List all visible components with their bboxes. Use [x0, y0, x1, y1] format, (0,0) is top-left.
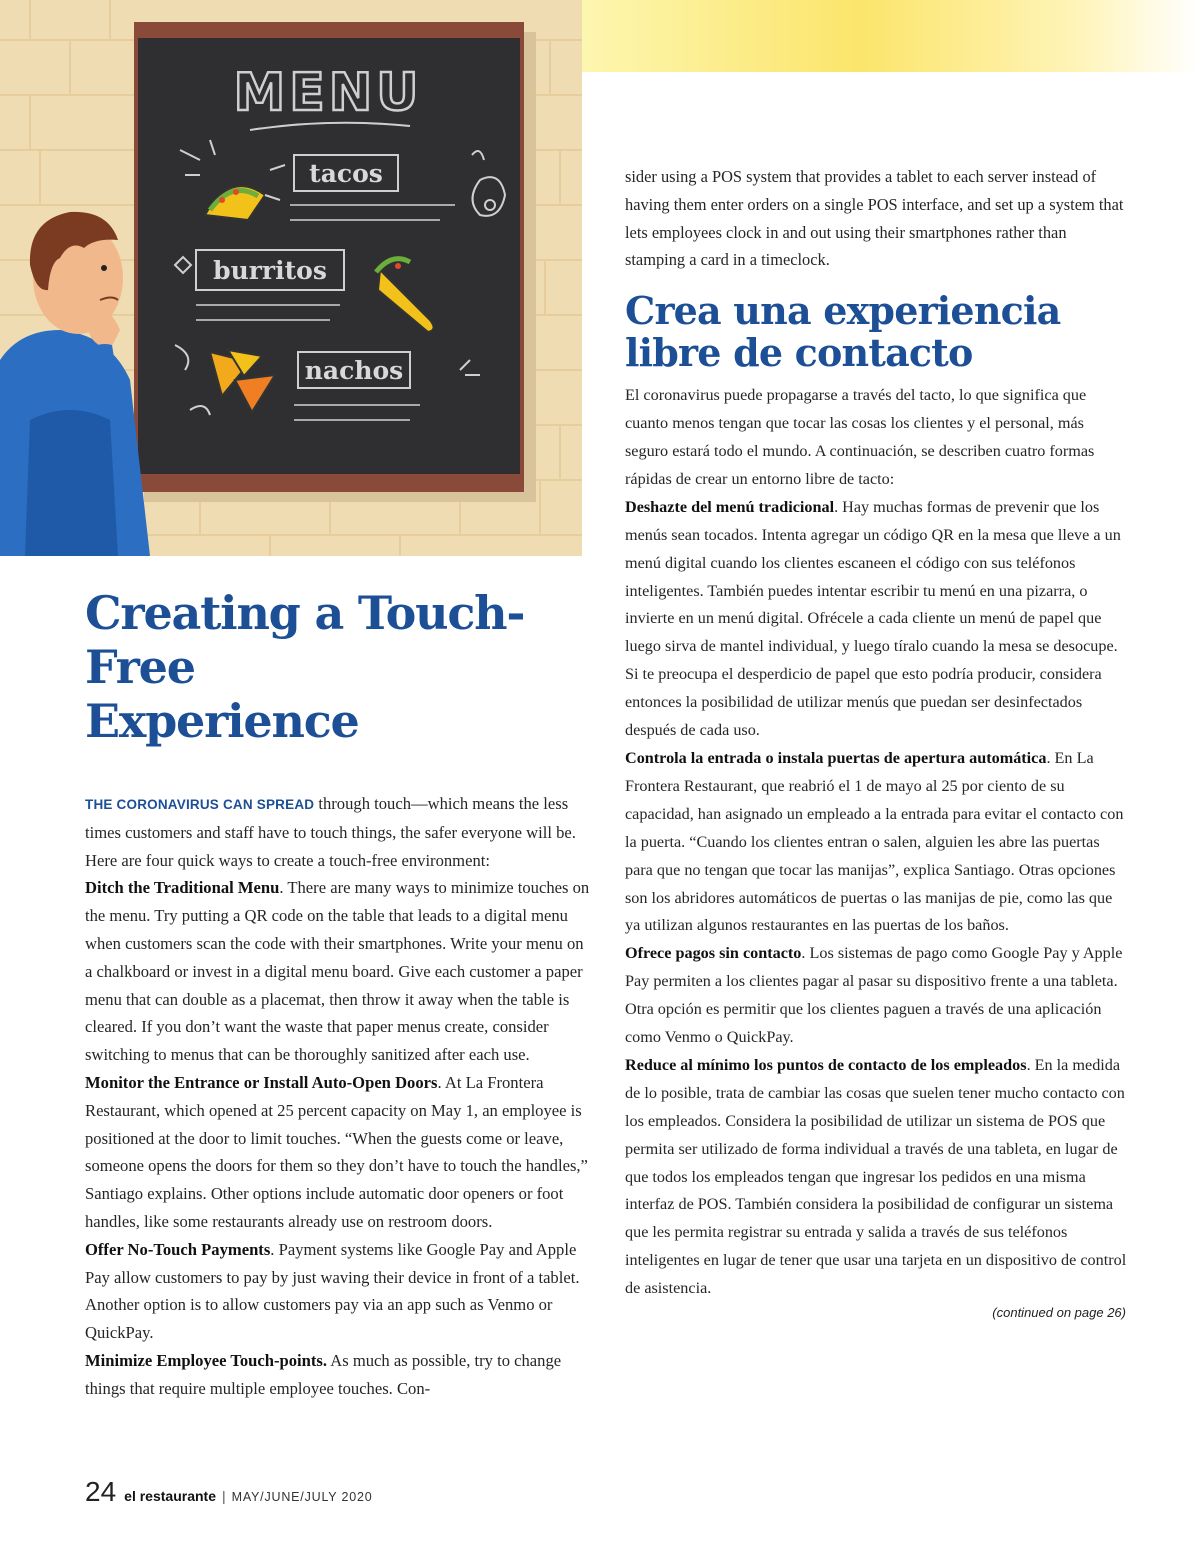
magazine-name: el restaurante [124, 1488, 216, 1504]
menu-board-illustration [0, 0, 582, 556]
spanish-section [625, 1052, 1130, 1303]
board-item-tacos: tacos [309, 159, 383, 188]
english-headline-line2: Experience [85, 694, 359, 748]
spanish-section-text: . En La Frontera Restaurant, que reabrió el 1 de mayo al 25 por ciento de su capacidad, han asignado un empleado a la entrada para evitar el contacto con la puerta. “Cuando los clientes entran o salen, alguien les abre las puertas para que no tengan que tocar las manijas”, explica Santiago. Otras opciones son los abridores automáticos de puertas o las manijas de pie, como las que ya utilizan algunos restaurantes en las puertas de los baños. [625, 748, 1124, 935]
spanish-section-title: Controla la entrada o instala puertas de apertura automática [625, 748, 1047, 767]
intro-lead-in: THE CORONAVIRUS CAN SPREAD [85, 797, 315, 812]
spanish-headline-line1: Crea una experiencia [625, 288, 1061, 334]
spanish-section-text: . En la medida de lo posible, trata de cambiar las cosas que suelen tener mucho contacto con los empleados. Considera la posibilidad de utilizar un sistema de POS que permita ser utilizado de forma individual a través de una tableta, en lugar de que todos los empleados tengan que ingresar los pedidos en una misma interfaz de POS. También considera la posibilidad de configurar un sistema que les permita registrar su entrada y salida a través de sus teléfonos inteligentes en lugar de tener que usar una tarjeta en un dispositivo de control de asistencia. [625, 1055, 1127, 1298]
english-section-title: Monitor the Entrance or Install Auto-Open Doors [85, 1072, 438, 1092]
english-section [85, 874, 590, 1069]
spanish-section-text: . Los sistemas de pago como Google Pay y Apple Pay permiten a los clientes pagar al pasar su dispositivo frente a una tableta. Otra opción es permitir que los clientes paguen a través de una aplicación como Venmo o QuickPay. [625, 944, 1123, 1047]
board-item-burritos: burritos [213, 256, 327, 285]
spanish-section-title: Reduce al mínimo los puntos de contacto de los empleados [625, 1055, 1027, 1074]
continued-note: (continued on page 26) [992, 1305, 1126, 1321]
english-section-title: Offer No-Touch Payments [85, 1239, 271, 1259]
english-section-title: Minimize Employee Touch-points. [85, 1350, 328, 1370]
english-section [85, 1236, 590, 1347]
footer-separator: | [221, 1488, 226, 1504]
intro-text: through touch—which means the less times customers and staff have to touch things, the safer everyone will be. Here are four quick ways to create a touch-free environment: [85, 794, 576, 870]
english-section-text: . At La Frontera Restaurant, which opened at 25 percent capacity on May 1, an employee is positioned at the door to limit touches. “When the guests come or leave, someone opens the doors for them so they don’t have to touch the handles,” Santiago explains. Other options include automatic door openers or foot handles, like some restaurants already use on restroom doors. [85, 1072, 588, 1231]
spanish-section-text: . Hay muchas formas de prevenir que los menús sean tocados. Intenta agregar un código QR en la mesa que lleve a un menú digital cuando los clientes escaneen el código con sus teléfonos inteligentes. También puedes intentar escribir tu menú en una pizarra, o invierte en un menú digital. Ofrécele a cada cliente un menú de papel que luego sirva de mantel individual, y luego tíralo cuando la mesa se desocupe. Si te preocupa el desperdicio de papel que esto podría producir, considera entonces la posibilidad de utilizar menús que puedan ser desinfectados después de cada uso. [625, 497, 1121, 740]
board-title: MENU [233, 63, 423, 123]
english-section-text: As much as possible, try to change things that require multiple employee touches. Con- [85, 1350, 562, 1398]
spanish-headline [625, 290, 1130, 374]
english-headline-line1: Creating a Touch-Free [85, 586, 525, 694]
english-body [85, 790, 590, 1403]
english-headline [85, 586, 590, 748]
page-footer [85, 1476, 372, 1510]
english-column [85, 586, 590, 1403]
english-section [85, 1347, 590, 1403]
issue-date: MAY/JUNE/JULY 2020 [231, 1490, 373, 1504]
decorative-yellow-band [582, 0, 1200, 72]
spanish-section-title: Deshazte del menú tradicional [625, 497, 835, 516]
spanish-body [625, 382, 1130, 1303]
spanish-section-title: Ofrece pagos sin contacto [625, 944, 802, 963]
board-item-nachos: nachos [304, 356, 404, 385]
spanish-section [625, 940, 1130, 1052]
english-section [85, 1069, 590, 1236]
right-column [625, 163, 1130, 1320]
spanish-headline-line2: libre de contacto [625, 330, 973, 376]
english-section-title: Ditch the Traditional Menu [85, 878, 280, 898]
spanish-intro: El coronavirus puede propagarse a través del tacto, lo que significa que cuanto menos tengan que tocar las cosas los clientes y el personal, más seguro estará todo el mundo. A continuación, se describen cuatro formas rápidas de crear un entorno libre de tacto: [625, 386, 1095, 488]
english-continuation: sider using a POS system that provides a tablet to each server instead of having them enter orders on a single POS interface, and set up a system that lets employees clock in and out using their smartphones rather than stamping a card in a timeclock. [625, 167, 1124, 270]
page-number: 24 [85, 1476, 117, 1507]
illustration-svg [0, 0, 582, 556]
spanish-section [625, 745, 1130, 940]
english-section-text: . Payment systems like Google Pay and Apple Pay allow customers to pay by just waving their device in front of a tablet. Another option is to allow customers pay via an app such as Venmo or QuickPay. [85, 1239, 580, 1343]
english-intro [85, 790, 590, 874]
english-section-text: . There are many ways to minimize touches on the menu. Try putting a QR code on the table that leads to a digital menu when customers scan the code with their smartphones. Write your menu on a chalkboard or invest in a digital menu board. Give each customer a paper menu that can double as a placemat, then throw it away when the table is cleared. If you don’t want the waste that paper menus create, consider switching to menus that can be thoroughly sanitized after each use. [85, 878, 590, 1065]
spanish-section [625, 494, 1130, 745]
